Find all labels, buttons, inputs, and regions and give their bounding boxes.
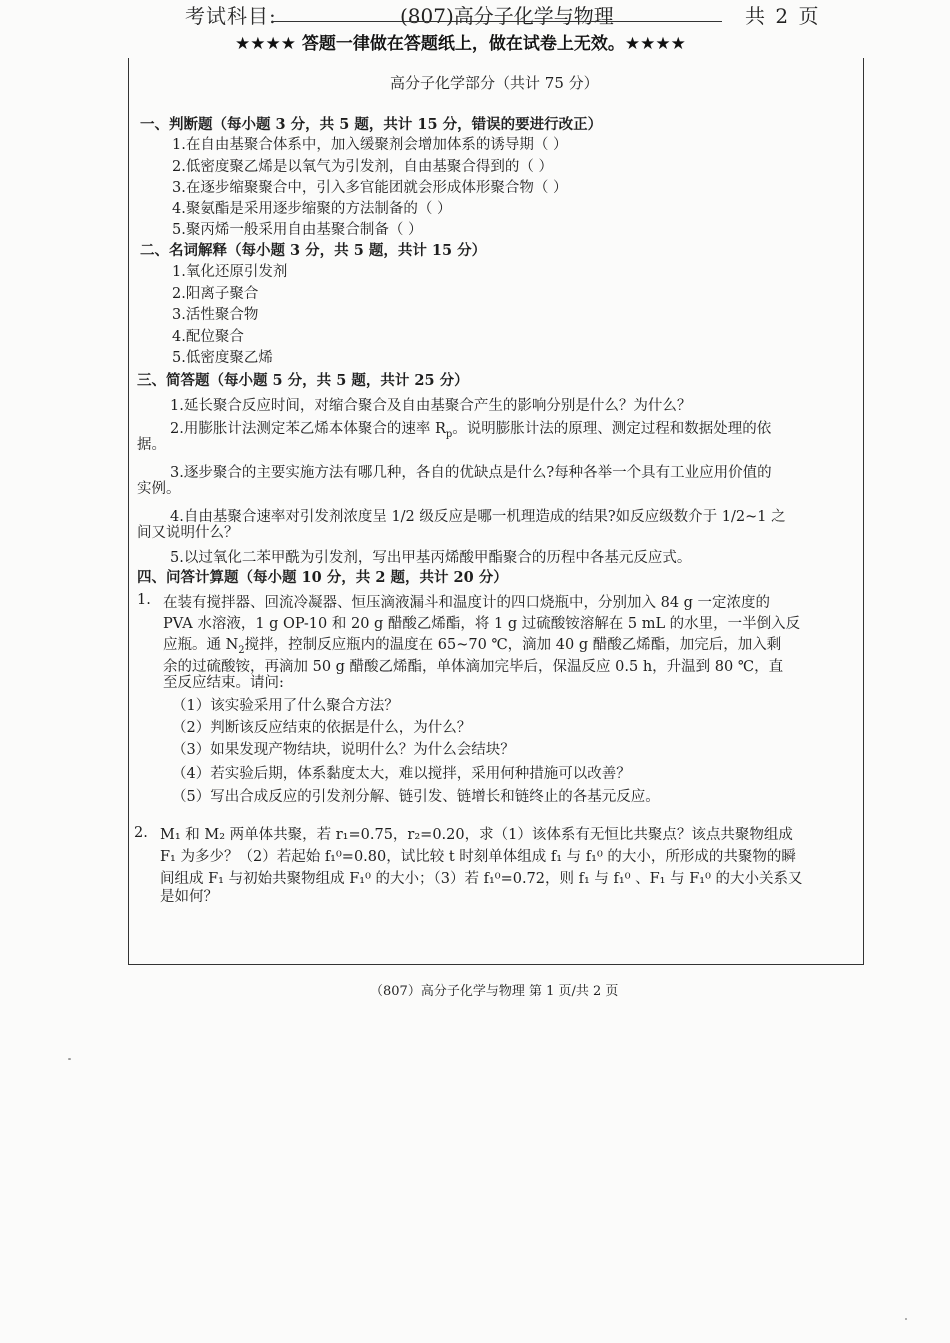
problem1-line4: 余的过硫酸铵，再滴加 50 g 醋酸乙烯酯，单体滴加完毕后，保温反应 0.5 h，升温到 80 ℃，直 (163, 659, 784, 675)
section2-title: 二、名词解释（每小题 3 分，共 5 题，共计 15 分） (140, 242, 487, 259)
section3-q3-line1: 3.逐步聚合的主要实施方法有哪几种，各自的优缺点是什么?每种各举一个具有工业应用价值的 (170, 465, 772, 481)
problem2-line2: F₁ 为多少？（2）若起始 f₁⁰=0.80，试比较 t 时刻单体组成 f₁ 与 f₁⁰ 的大小，所形成的共聚物的瞬 (160, 849, 796, 865)
section4-title: 四、问答计算题（每小题 10 分，共 2 题，共计 20 分） (137, 569, 508, 586)
section2-item-5: 5.低密度聚乙烯 (172, 350, 273, 366)
problem1-sub-5: （5）写出合成反应的引发剂分解、链引发、链增长和链终止的各基元反应。 (172, 789, 660, 805)
section1-item-1: 1.在自由基聚合体系中，加入缓聚剂会增加体系的诱导期（ ） (172, 137, 568, 153)
problem2-line3: 间组成 F₁ 与初始共聚物组成 F₁⁰ 的大小；（3）若 f₁⁰=0.72，则 f₁ 与 f₁⁰ 、F₁ 与 F₁⁰ 的大小关系又 (160, 871, 803, 887)
section1-item-5: 5.聚丙烯一般采用自由基聚合制备（ ） (172, 222, 423, 238)
section3-title: 三、简答题（每小题 5 分，共 5 题，共计 25 分） (137, 372, 469, 389)
section3-q4-line1: 4.自由基聚合速率对引发剂浓度呈 1/2 级反应是哪一机理造成的结果?如反应级数介于 1/2~1 之 (170, 509, 786, 525)
problem2-line1: M₁ 和 M₂ 两单体共聚，若 r₁=0.75，r₂=0.20，求（1）该体系有无恒比共聚点？该点共聚物组成 (160, 827, 793, 843)
problem1-line1: 在装有搅拌器、回流冷凝器、恒压滴液漏斗和温度计的四口烧瓶中，分别加入 84 g 一定浓度的 (163, 595, 771, 611)
section3-q4-line2: 间又说明什么？ (137, 525, 239, 541)
problem1-number: 1. (137, 592, 151, 608)
problem2-number: 2. (134, 825, 148, 841)
scan-speck (68, 1058, 71, 1060)
section3-q1: 1.延长聚合反应时间，对缩合聚合及自由基聚合产生的影响分别是什么？为什么？ (170, 398, 692, 414)
subject-title: (807)高分子化学与物理 (400, 4, 614, 28)
problem1-line2: PVA 水溶液，1 g OP-10 和 20 g 醋酸乙烯酯，将 1 g 过硫酸铵溶解在 5 mL 的水里，一半倒入反 (163, 616, 801, 632)
section3-q2-line1: 2.用膨胀计法测定苯乙烯本体聚合的速率 $R_p$。说明膨胀计法的原理、测定过程和数据处理的依 (170, 421, 772, 440)
problem1-line5: 至反应结束。请问: (163, 675, 284, 691)
section2-item-3: 3.活性聚合物 (172, 307, 259, 323)
section3-q3-line2: 实例。 (137, 481, 181, 497)
section2-item-4: 4.配位聚合 (172, 329, 244, 345)
section1-item-4: 4.聚氨酯是采用逐步缩聚的方法制备的（ ） (172, 201, 452, 217)
problem1-sub-1: （1）该实验采用了什么聚合方法？ (172, 698, 399, 714)
problem1-sub-2: （2）判断该反应结束的依据是什么，为什么？ (172, 720, 472, 736)
problem1-sub-4: （4）若实验后期，体系黏度太大，难以搅拌，采用何种措施可以改善？ (172, 766, 631, 782)
page-footer: （807）高分子化学与物理 第 1 页/共 2 页 (370, 984, 619, 999)
section3-q5: 5.以过氧化二苯甲酰为引发剂，写出甲基丙烯酸甲酯聚合的历程中各基元反应式。 (170, 550, 692, 566)
problem1-sub-3: （3）如果发现产物结块，说明什么？为什么会结块？ (172, 742, 515, 758)
page-count: 共 2 页 (745, 4, 821, 28)
section2-item-1: 1.氧化还原引发剂 (172, 264, 288, 280)
subject-label: 考试科目: (185, 4, 277, 28)
part-title: 高分子化学部分（共计 75 分） (390, 74, 599, 92)
problem1-line3: 应瓶。通 $N_2$搅拌，控制反应瓶内的温度在 65~70 ℃，滴加 40 g 醋酸乙烯酯，加完后，加入剩 (163, 637, 782, 656)
section3-q2-line2: 据。 (137, 437, 166, 453)
section2-item-2: 2.阳离子聚合 (172, 286, 259, 302)
problem2-line4: 是如何？ (160, 889, 218, 905)
scan-speck (905, 1318, 907, 1320)
subject-underline (272, 21, 722, 22)
section1-item-3: 3.在逐步缩聚聚合中，引入多官能团就会形成体形聚合物（ ） (172, 180, 568, 196)
section1-item-2: 2.低密度聚乙烯是以氧气为引发剂，自由基聚合得到的（ ） (172, 159, 553, 175)
section1-title: 一、判断题（每小题 3 分，共 5 题，共计 15 分，错误的要进行改正） (140, 116, 603, 133)
exam-notice: ★★★★ 答题一律做在答题纸上，做在试卷上无效。★★★★ (235, 34, 686, 54)
